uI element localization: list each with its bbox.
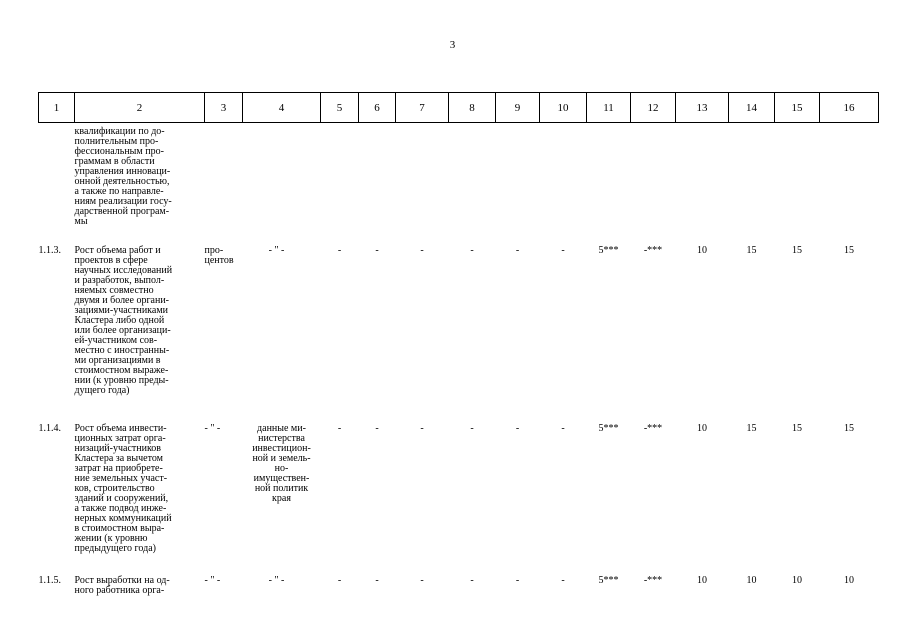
- source-cell: данные ми- нистерства инвестицион- ной и земель- но- имуществен- ной политик края: [252, 422, 311, 504]
- row-number: 1.1.4.: [38, 422, 61, 434]
- value-cell: -: [337, 244, 342, 256]
- page-number: 3: [449, 39, 456, 51]
- table-row: [39, 576, 879, 616]
- indicator-name: Рост выработки на од- ного работника орга-: [74, 574, 170, 596]
- value-cell: 5***: [598, 244, 619, 256]
- source-cell: - " -: [268, 244, 285, 256]
- header-cell: 3: [205, 93, 243, 123]
- value-cell: -: [470, 422, 474, 434]
- value-cell: -: [561, 422, 565, 434]
- value-cell: 5***: [598, 574, 619, 586]
- value-cell: -: [561, 574, 565, 586]
- header-cell: 1: [39, 93, 75, 123]
- header-cell: 13: [676, 93, 729, 123]
- value-cell: 10: [746, 574, 757, 586]
- header-cell: 14: [729, 93, 775, 123]
- unit-cell: - " -: [204, 422, 221, 434]
- value-cell: 10: [844, 574, 854, 586]
- row-number: 1.1.3.: [38, 244, 61, 256]
- value-cell: -: [375, 422, 379, 434]
- header-cell: 5: [321, 93, 359, 123]
- table-row: [39, 246, 879, 424]
- value-cell: 10: [792, 574, 802, 586]
- value-cell: -***: [643, 244, 663, 256]
- header-cell: 6: [359, 93, 396, 123]
- value-cell: -: [337, 422, 342, 434]
- value-cell: -***: [643, 422, 663, 434]
- value-cell: 15: [844, 422, 854, 434]
- value-cell: -: [375, 574, 379, 586]
- unit-cell: - " -: [204, 574, 221, 586]
- row-number: 1.1.5.: [38, 574, 61, 586]
- indicator-name: квалификации по до- полнительным про- фессиональным про- граммам в области управления инноваци- онной деятельностью, а также по направле- ниям реализации госу- дарственной програм- мы: [74, 126, 172, 227]
- value-cell: 15: [746, 422, 757, 434]
- value-cell: 5***: [598, 422, 619, 434]
- header-cell: 12: [631, 93, 676, 123]
- empty-cells: [205, 123, 879, 246]
- header-cell: 15: [775, 93, 820, 123]
- value-cell: 15: [844, 244, 854, 256]
- header-cell: 8: [449, 93, 496, 123]
- header-cell: 11: [587, 93, 631, 123]
- table-row: [39, 123, 879, 246]
- value-cell: -: [470, 244, 474, 256]
- row-number: [39, 123, 75, 246]
- value-cell: -: [420, 244, 424, 256]
- value-cell: -: [337, 574, 342, 586]
- indicator-table: [38, 92, 879, 616]
- value-cell: 15: [792, 244, 802, 256]
- header-cell: 10: [540, 93, 587, 123]
- indicator-name: Рост объема инвести- ционных затрат орга- низаций-участников Кластера за вычетом затрат на приобрете- ние земельных участ- ков, строительство зданий и сооружений, а также подвод инже- нерных коммуникаций в стоимостном выра- жении (к уровню предыдущего года): [74, 422, 172, 554]
- value-cell: -: [420, 574, 424, 586]
- header-cell: 4: [243, 93, 321, 123]
- table-row: [39, 424, 879, 576]
- value-cell: -***: [643, 574, 663, 586]
- header-row: [39, 93, 879, 123]
- value-cell: 15: [746, 244, 757, 256]
- header-cell: 16: [820, 93, 879, 123]
- value-cell: 10: [697, 422, 707, 434]
- unit-cell: про- центов: [204, 244, 234, 266]
- source-cell: - " -: [268, 574, 285, 586]
- header-cell: 9: [496, 93, 540, 123]
- value-cell: 10: [697, 244, 707, 256]
- value-cell: 10: [697, 574, 707, 586]
- value-cell: -: [515, 244, 520, 256]
- header-cell: 7: [396, 93, 449, 123]
- header-cell: 2: [75, 93, 205, 123]
- value-cell: -: [561, 244, 565, 256]
- value-cell: -: [420, 422, 424, 434]
- value-cell: -: [515, 574, 520, 586]
- value-cell: -: [515, 422, 520, 434]
- value-cell: -: [375, 244, 379, 256]
- indicator-name: Рост объема работ и проектов в сфере научных исследований и разработок, выпол- няемых совместно двумя и более органи- зациями-участниками Кластера либо одной или более организаци- ей-участником сов- местно с иностранны- ми организациями в стоимостном выраже- нии (к уровню преды- дущего года): [74, 244, 173, 396]
- value-cell: 15: [792, 422, 802, 434]
- value-cell: -: [470, 574, 474, 586]
